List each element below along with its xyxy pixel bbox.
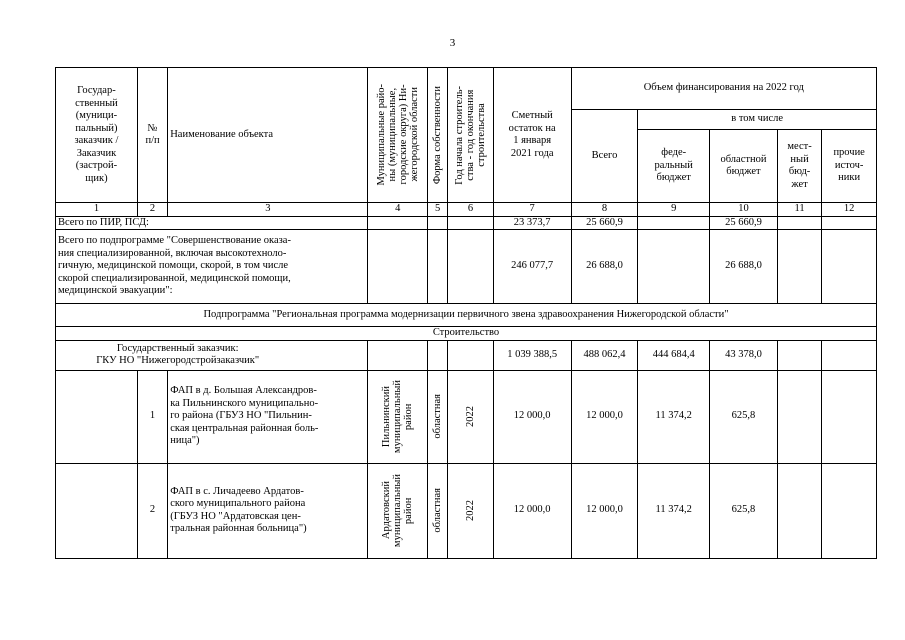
financing-table <box>55 67 877 559</box>
table-row <box>56 230 877 304</box>
object-name: ФАП в с. Личадеево Ардатов- ского муниципального района (ГБУЗ НО "Ардатовская цен- тральная районная больница") <box>168 463 368 558</box>
customer-regional: 43 378,0 <box>710 340 778 370</box>
pir-total: 25 660,9 <box>571 216 638 230</box>
header-num: № п/п <box>137 68 167 203</box>
object-ownership: областная <box>432 394 444 439</box>
header-ownership: Форма собственности <box>432 85 444 185</box>
header-name: Наименование объекта <box>168 68 368 203</box>
header-years: Год начала строитель- ства - год окончания строительства <box>454 85 487 185</box>
object-district: Ардатовский муниципальный район <box>381 473 415 548</box>
object-num: 2 <box>137 463 167 558</box>
object-district-cell <box>368 370 428 463</box>
construction-title: Строительство <box>56 327 877 341</box>
column-number: 6 <box>448 203 493 217</box>
object-year-cell <box>448 463 493 558</box>
column-number: 7 <box>493 203 571 217</box>
column-number: 2 <box>137 203 167 217</box>
customer-label: Государственный заказчик: ГКУ НО "Нижегородстройзаказчик" <box>56 340 368 370</box>
object-regional: 625,8 <box>710 370 778 463</box>
customer-federal: 444 684,4 <box>638 340 710 370</box>
column-number: 8 <box>571 203 638 217</box>
object-estimate: 12 000,0 <box>493 370 571 463</box>
object-ownership: областная <box>432 488 444 533</box>
object-regional: 625,8 <box>710 463 778 558</box>
header-other: прочие источ- ники <box>822 130 877 203</box>
customer-estimate: 1 039 388,5 <box>493 340 571 370</box>
column-number: 11 <box>777 203 821 217</box>
object-district-cell <box>368 463 428 558</box>
subprogram-regional: 26 688,0 <box>710 230 778 304</box>
object-year-cell <box>448 370 493 463</box>
header-local: мест- ный бюд- жет <box>777 130 821 203</box>
pir-label: Всего по ПИР, ПСД: <box>56 216 368 230</box>
header-customer: Государ- ственный (муници- пальный) заказчик / Заказчик (застрой- щик) <box>56 68 138 203</box>
page-number: 3 <box>449 37 456 49</box>
column-number: 5 <box>428 203 448 217</box>
header-total: Всего <box>571 110 638 203</box>
header-financing: Объем финансирования на 2022 год <box>571 68 876 110</box>
object-federal: 11 374,2 <box>638 463 710 558</box>
customer-total: 488 062,4 <box>571 340 638 370</box>
table-row <box>56 370 877 463</box>
object-year: 2022 <box>465 500 476 521</box>
object-estimate: 12 000,0 <box>493 463 571 558</box>
object-name: ФАП в д. Большая Александров- ка Пильнинского муниципально- го района (ГБУЗ НО "Пильнин- ская центральная районная боль- ница") <box>168 370 368 463</box>
header-estimate: Сметный остаток на 1 января 2021 года <box>493 68 571 203</box>
column-number: 3 <box>168 203 368 217</box>
subprogram-title: Подпрограмма "Региональная программа модернизации первичного звена здравоохранения Нижегородской области" <box>56 304 877 327</box>
object-total: 12 000,0 <box>571 463 638 558</box>
object-district: Пильнинский муниципальный район <box>381 379 415 454</box>
header-years-cell <box>448 68 493 203</box>
column-number: 1 <box>56 203 138 217</box>
object-total: 12 000,0 <box>571 370 638 463</box>
header-including: в том числе <box>638 110 877 130</box>
object-num: 1 <box>137 370 167 463</box>
column-number: 12 <box>822 203 877 217</box>
pir-estimate: 23 373,7 <box>493 216 571 230</box>
table-row <box>56 463 877 558</box>
object-year: 2022 <box>465 406 476 427</box>
pir-regional: 25 660,9 <box>710 216 778 230</box>
object-ownership-cell <box>428 370 448 463</box>
object-federal: 11 374,2 <box>638 370 710 463</box>
header-regional: областной бюджет <box>710 130 778 203</box>
column-number: 4 <box>368 203 428 217</box>
subprogram-total-label: Всего по подпрограмме "Совершенствование оказа- ния специализированной, включая высокотехноло- гичную, медицинской помощи, скорой, в том числе скорой специализированной, медицинской помощи, медицинской эвакуации": <box>56 230 368 304</box>
table-row <box>56 216 877 230</box>
column-number: 10 <box>710 203 778 217</box>
subprogram-estimate: 246 077,7 <box>493 230 571 304</box>
header-district-cell <box>368 68 428 203</box>
object-ownership-cell <box>428 463 448 558</box>
header-ownership-cell <box>428 68 448 203</box>
table-row <box>56 340 877 370</box>
header-district: Муниципальные райо- ны (муниципальные, городские округа) Ни- жегородской области <box>375 84 420 186</box>
subprogram-total: 26 688,0 <box>571 230 638 304</box>
column-number: 9 <box>638 203 710 217</box>
header-federal: феде- ральный бюджет <box>638 130 710 203</box>
